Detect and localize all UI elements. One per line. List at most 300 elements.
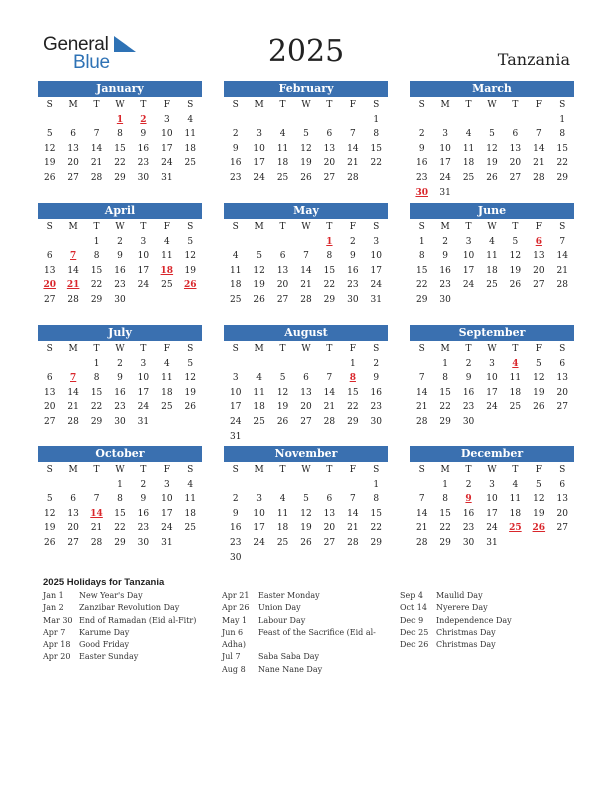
day-cell: 15 bbox=[114, 508, 126, 519]
day-cell: 11 bbox=[486, 251, 498, 262]
weekday-label: T bbox=[326, 344, 333, 354]
day-cell bbox=[155, 415, 178, 430]
day-cell: 15 bbox=[370, 508, 382, 519]
weekday-row bbox=[410, 98, 574, 113]
day-cell bbox=[457, 293, 480, 308]
day-cell: 19 bbox=[253, 280, 265, 291]
month-may bbox=[224, 203, 388, 308]
day-cell: 1 bbox=[442, 479, 448, 490]
day-cell: 8 bbox=[93, 251, 100, 262]
day-cell: 26 bbox=[486, 172, 498, 183]
day-cell: 26 bbox=[184, 402, 196, 413]
day-cell: 24 bbox=[253, 172, 265, 183]
day-cell: 2 bbox=[232, 494, 239, 505]
day-cell: 27 bbox=[323, 537, 336, 548]
day-cell: 28 bbox=[415, 537, 428, 548]
day-cell: 28 bbox=[67, 416, 79, 427]
day-cell: 29 bbox=[439, 537, 451, 548]
weekday-label: S bbox=[559, 465, 566, 475]
day-cell: 11 bbox=[229, 265, 242, 276]
month-header: December bbox=[410, 446, 574, 462]
day-cell: 13 bbox=[323, 508, 336, 519]
day-cell: 21 bbox=[67, 402, 79, 413]
holidays-title: 2025 Holidays for Tanzania bbox=[43, 577, 165, 588]
day-cell: 5 bbox=[535, 358, 542, 369]
day-cell bbox=[480, 186, 503, 201]
day-cell: 4 bbox=[489, 236, 495, 247]
day-cell: 30 bbox=[439, 294, 451, 305]
day-cell: 9 bbox=[140, 129, 147, 140]
day-cell: 4 bbox=[232, 251, 239, 262]
weekday-label: M bbox=[440, 344, 450, 354]
day-cell: 9 bbox=[373, 373, 380, 384]
week-row bbox=[410, 278, 574, 293]
day-cell: 13 bbox=[533, 251, 545, 262]
weekday-label: F bbox=[535, 100, 542, 110]
day-cell: 6 bbox=[326, 129, 333, 140]
day-cell: 2 bbox=[140, 479, 147, 490]
month-header: November bbox=[224, 446, 388, 462]
day-cell: 26 bbox=[300, 537, 312, 548]
week-row bbox=[38, 521, 202, 536]
week-row bbox=[38, 127, 202, 142]
day-cell: 3 bbox=[373, 236, 380, 247]
holiday-item bbox=[222, 664, 376, 676]
day-cell bbox=[527, 536, 550, 551]
day-cell: 18 bbox=[509, 387, 522, 398]
day-cell: 14 bbox=[533, 143, 545, 154]
holiday-item bbox=[43, 639, 196, 651]
day-cell: 27 bbox=[300, 416, 312, 427]
day-cell bbox=[318, 113, 341, 128]
day-cell: 1 bbox=[373, 479, 380, 490]
weekday-label: T bbox=[140, 222, 147, 232]
day-cell bbox=[457, 113, 480, 128]
holiday-date: Oct 14 bbox=[400, 603, 427, 613]
day-cell: 25 bbox=[509, 402, 522, 413]
day-cell: 30 bbox=[114, 294, 126, 305]
holiday-name: Christmas Day bbox=[436, 627, 496, 637]
day-cell: 12 bbox=[43, 143, 56, 154]
holiday-date: Apr 18 bbox=[43, 640, 71, 650]
day-cell: 9 bbox=[232, 508, 239, 519]
weekday-label: S bbox=[232, 344, 239, 354]
week-row bbox=[224, 492, 388, 507]
day-cell: 26 bbox=[276, 416, 289, 427]
day-cell: 29 bbox=[114, 172, 126, 183]
day-cell: 2 bbox=[117, 358, 123, 369]
weekday-label: S bbox=[187, 100, 194, 110]
holiday-day-cell: 26 bbox=[532, 523, 546, 534]
day-cell: 24 bbox=[462, 280, 475, 291]
week-row bbox=[38, 235, 202, 250]
holiday-item bbox=[222, 590, 376, 602]
day-cell: 14 bbox=[300, 265, 312, 276]
weekday-label: W bbox=[115, 465, 125, 475]
weekday-label: S bbox=[418, 465, 425, 475]
day-cell bbox=[179, 415, 202, 430]
day-cell bbox=[247, 113, 270, 128]
day-cell: 31 bbox=[439, 187, 451, 198]
holiday-name: Feast of the Sacrifice (Eid al- bbox=[258, 627, 376, 637]
weekday-label: S bbox=[232, 465, 239, 475]
week-row bbox=[410, 264, 574, 279]
weekday-label: T bbox=[279, 222, 286, 232]
week-row bbox=[38, 278, 202, 293]
month-header: August bbox=[224, 325, 388, 341]
day-cell: 16 bbox=[114, 265, 126, 276]
weekday-row bbox=[224, 98, 388, 113]
logo-text-general: General bbox=[43, 34, 109, 55]
day-cell: 16 bbox=[137, 143, 150, 154]
week-row bbox=[224, 536, 388, 551]
day-cell: 12 bbox=[253, 265, 265, 276]
holidays-column bbox=[43, 590, 196, 664]
day-cell bbox=[365, 430, 388, 445]
day-cell bbox=[179, 536, 202, 551]
day-cell: 4 bbox=[512, 479, 519, 490]
day-cell: 6 bbox=[46, 251, 53, 262]
day-cell: 12 bbox=[533, 494, 545, 505]
month-february bbox=[224, 81, 388, 186]
day-cell: 31 bbox=[137, 416, 150, 427]
day-cell: 7 bbox=[349, 494, 356, 505]
day-cell: 3 bbox=[163, 114, 170, 125]
day-cell: 10 bbox=[253, 508, 265, 519]
week-row bbox=[410, 156, 574, 171]
day-cell: 24 bbox=[161, 158, 173, 169]
holiday-day-cell: 20 bbox=[43, 280, 56, 291]
day-cell bbox=[527, 415, 550, 430]
day-cell: 27 bbox=[323, 172, 336, 183]
holiday-date: Apr 7 bbox=[43, 627, 66, 637]
weekday-label: T bbox=[512, 222, 519, 232]
day-cell bbox=[247, 235, 270, 250]
weekday-label: S bbox=[559, 344, 566, 354]
day-cell: 9 bbox=[232, 143, 239, 154]
month-header: January bbox=[38, 81, 202, 97]
day-cell: 12 bbox=[486, 143, 498, 154]
day-cell: 1 bbox=[93, 236, 100, 247]
week-row bbox=[410, 235, 574, 250]
day-cell: 14 bbox=[67, 265, 79, 276]
weekday-label: S bbox=[187, 222, 194, 232]
day-cell bbox=[504, 536, 527, 551]
day-cell: 1 bbox=[93, 358, 100, 369]
day-cell: 15 bbox=[556, 143, 568, 154]
weekday-label: T bbox=[279, 100, 286, 110]
weekday-label: S bbox=[187, 344, 194, 354]
day-cell bbox=[38, 113, 61, 128]
day-cell: 9 bbox=[442, 251, 448, 262]
week-row bbox=[224, 521, 388, 536]
day-cell: 30 bbox=[137, 172, 150, 183]
day-cell: 9 bbox=[418, 143, 425, 154]
weekday-label: S bbox=[187, 465, 194, 475]
day-cell: 26 bbox=[253, 294, 265, 305]
weekday-label: S bbox=[418, 222, 425, 232]
day-cell: 13 bbox=[276, 265, 289, 276]
day-cell: 2 bbox=[442, 236, 448, 247]
day-cell: 27 bbox=[556, 523, 568, 534]
day-cell: 27 bbox=[43, 416, 56, 427]
day-cell: 6 bbox=[326, 494, 333, 505]
weekday-label: T bbox=[93, 465, 100, 475]
day-cell bbox=[61, 357, 84, 372]
day-cell: 19 bbox=[533, 387, 545, 398]
week-row bbox=[38, 249, 202, 264]
holiday-date: Jun 6 bbox=[222, 627, 244, 637]
day-cell: 16 bbox=[439, 265, 451, 276]
day-cell: 27 bbox=[509, 172, 522, 183]
day-cell bbox=[341, 551, 364, 566]
day-cell: 16 bbox=[229, 523, 242, 534]
day-cell: 29 bbox=[370, 537, 382, 548]
holiday-day-cell: 6 bbox=[535, 236, 542, 247]
day-cell: 19 bbox=[509, 265, 522, 276]
weekday-label: M bbox=[254, 465, 264, 475]
day-cell: 11 bbox=[184, 129, 196, 140]
day-cell: 6 bbox=[512, 129, 519, 140]
day-cell: 16 bbox=[137, 508, 150, 519]
day-cell: 29 bbox=[90, 416, 103, 427]
day-cell: 13 bbox=[300, 387, 312, 398]
weekday-label: W bbox=[301, 465, 311, 475]
week-row bbox=[410, 293, 574, 308]
week-row bbox=[38, 171, 202, 186]
day-cell bbox=[527, 293, 550, 308]
day-cell: 16 bbox=[347, 265, 359, 276]
day-cell: 15 bbox=[90, 265, 103, 276]
holiday-day-cell: 7 bbox=[70, 373, 77, 384]
holiday-item bbox=[43, 602, 196, 614]
week-row bbox=[410, 127, 574, 142]
holiday-day-cell: 14 bbox=[90, 508, 103, 519]
day-cell: 17 bbox=[161, 508, 173, 519]
week-row bbox=[38, 371, 202, 386]
week-row bbox=[224, 551, 388, 566]
day-cell: 24 bbox=[486, 402, 498, 413]
weekday-label: S bbox=[559, 222, 566, 232]
day-cell: 10 bbox=[439, 143, 451, 154]
day-cell: 23 bbox=[370, 402, 382, 413]
day-cell: 23 bbox=[114, 280, 126, 291]
weekday-row bbox=[38, 463, 202, 478]
weekday-label: M bbox=[254, 344, 264, 354]
day-cell bbox=[294, 113, 317, 128]
weekday-label: M bbox=[68, 344, 78, 354]
day-cell: 13 bbox=[509, 143, 522, 154]
day-cell: 12 bbox=[184, 251, 196, 262]
week-row bbox=[38, 264, 202, 279]
weekday-row bbox=[38, 220, 202, 235]
day-cell: 20 bbox=[67, 158, 79, 169]
day-cell: 13 bbox=[67, 508, 79, 519]
day-cell: 9 bbox=[140, 494, 147, 505]
day-cell: 11 bbox=[253, 387, 265, 398]
weekday-label: S bbox=[418, 344, 425, 354]
day-cell: 19 bbox=[276, 402, 289, 413]
day-cell: 5 bbox=[512, 236, 519, 247]
day-cell: 10 bbox=[161, 494, 173, 505]
holiday-date: Apr 21 bbox=[222, 591, 250, 600]
holiday-date: Apr 20 bbox=[43, 652, 71, 662]
week-row bbox=[224, 400, 388, 415]
holiday-date: Sep 4 bbox=[400, 591, 423, 600]
month-header: March bbox=[410, 81, 574, 97]
day-cell: 15 bbox=[323, 265, 336, 276]
day-cell: 19 bbox=[300, 523, 312, 534]
day-cell: 17 bbox=[229, 402, 242, 413]
day-cell: 10 bbox=[161, 129, 173, 140]
weekday-label: M bbox=[68, 465, 78, 475]
day-cell bbox=[480, 293, 503, 308]
weekday-row bbox=[38, 98, 202, 113]
day-cell: 3 bbox=[140, 236, 147, 247]
day-cell: 24 bbox=[137, 280, 150, 291]
day-cell: 4 bbox=[279, 129, 286, 140]
day-cell bbox=[504, 415, 527, 430]
day-cell: 8 bbox=[326, 251, 333, 262]
day-cell bbox=[365, 171, 388, 186]
day-cell: 16 bbox=[462, 387, 475, 398]
week-row bbox=[224, 171, 388, 186]
day-cell: 3 bbox=[163, 479, 170, 490]
day-cell: 10 bbox=[370, 251, 382, 262]
holiday-date: Jan 2 bbox=[43, 603, 64, 613]
weekday-label: S bbox=[46, 344, 53, 354]
day-cell: 19 bbox=[184, 387, 196, 398]
weekday-label: M bbox=[440, 465, 450, 475]
week-row bbox=[38, 507, 202, 522]
week-row bbox=[224, 278, 388, 293]
holiday-item bbox=[222, 651, 376, 663]
day-cell: 20 bbox=[300, 402, 312, 413]
day-cell: 3 bbox=[489, 479, 495, 490]
day-cell: 14 bbox=[556, 251, 568, 262]
day-cell: 26 bbox=[43, 537, 56, 548]
day-cell: 18 bbox=[184, 508, 196, 519]
day-cell: 21 bbox=[323, 402, 336, 413]
day-cell: 19 bbox=[486, 158, 498, 169]
day-cell: 31 bbox=[161, 172, 173, 183]
day-cell: 6 bbox=[70, 129, 76, 140]
day-cell: 21 bbox=[90, 158, 103, 169]
week-row bbox=[410, 357, 574, 372]
weekday-row bbox=[410, 463, 574, 478]
day-cell: 4 bbox=[187, 114, 194, 125]
week-row bbox=[38, 293, 202, 308]
day-cell: 25 bbox=[486, 280, 498, 291]
day-cell: 25 bbox=[462, 172, 475, 183]
day-cell: 15 bbox=[415, 265, 428, 276]
holiday-item bbox=[400, 602, 512, 614]
day-cell: 8 bbox=[117, 494, 123, 505]
day-cell: 21 bbox=[300, 280, 312, 291]
day-cell: 28 bbox=[90, 537, 103, 548]
day-cell bbox=[179, 293, 202, 308]
day-cell: 22 bbox=[556, 158, 568, 169]
weekday-label: S bbox=[373, 344, 380, 354]
month-header: October bbox=[38, 446, 202, 462]
day-cell: 20 bbox=[276, 280, 289, 291]
day-cell bbox=[294, 235, 317, 250]
weekday-label: W bbox=[301, 222, 311, 232]
day-cell: 6 bbox=[303, 373, 309, 384]
day-cell bbox=[294, 357, 317, 372]
weekday-label: F bbox=[163, 344, 170, 354]
day-cell: 21 bbox=[415, 402, 428, 413]
day-cell: 20 bbox=[323, 158, 336, 169]
month-october bbox=[38, 446, 202, 551]
day-cell: 17 bbox=[137, 265, 150, 276]
weekday-label: F bbox=[349, 344, 356, 354]
weekday-label: S bbox=[232, 100, 239, 110]
day-cell: 17 bbox=[137, 387, 150, 398]
day-cell bbox=[294, 478, 317, 493]
month-header: April bbox=[38, 203, 202, 219]
day-cell bbox=[247, 478, 270, 493]
day-cell: 23 bbox=[439, 280, 451, 291]
day-cell bbox=[179, 171, 202, 186]
day-cell: 12 bbox=[533, 373, 545, 384]
weekday-label: F bbox=[535, 344, 542, 354]
day-cell: 19 bbox=[300, 158, 312, 169]
day-cell: 5 bbox=[535, 479, 542, 490]
week-row bbox=[38, 113, 202, 128]
week-row bbox=[224, 293, 388, 308]
day-cell: 9 bbox=[117, 373, 123, 384]
day-cell: 6 bbox=[559, 358, 566, 369]
day-cell: 23 bbox=[347, 280, 359, 291]
day-cell: 29 bbox=[556, 172, 568, 183]
holiday-item bbox=[43, 627, 196, 639]
day-cell: 12 bbox=[300, 508, 312, 519]
week-row bbox=[410, 400, 574, 415]
day-cell: 25 bbox=[161, 280, 173, 291]
day-cell: 22 bbox=[114, 158, 126, 169]
day-cell: 17 bbox=[370, 265, 382, 276]
day-cell: 18 bbox=[161, 387, 173, 398]
day-cell: 11 bbox=[276, 508, 289, 519]
holiday-item bbox=[222, 602, 376, 614]
day-cell: 5 bbox=[256, 251, 262, 262]
day-cell: 14 bbox=[347, 508, 359, 519]
day-cell: 25 bbox=[184, 158, 196, 169]
day-cell: 7 bbox=[303, 251, 309, 262]
day-cell: 8 bbox=[373, 129, 380, 140]
weekday-label: W bbox=[487, 222, 497, 232]
holiday-name: Independence Day bbox=[436, 615, 512, 625]
day-cell: 5 bbox=[46, 129, 53, 140]
day-cell: 12 bbox=[509, 251, 522, 262]
holiday-day-cell: 9 bbox=[465, 494, 472, 505]
day-cell bbox=[433, 113, 456, 128]
holiday-day-cell: 30 bbox=[415, 187, 428, 198]
week-row bbox=[410, 536, 574, 551]
day-cell bbox=[271, 357, 294, 372]
day-cell bbox=[85, 113, 108, 128]
day-cell: 23 bbox=[229, 537, 242, 548]
day-cell: 24 bbox=[161, 523, 173, 534]
day-cell: 17 bbox=[253, 158, 265, 169]
weekday-label: F bbox=[535, 222, 542, 232]
day-cell: 7 bbox=[559, 236, 566, 247]
day-cell: 8 bbox=[418, 251, 425, 262]
logo bbox=[43, 34, 143, 74]
day-cell bbox=[271, 551, 294, 566]
weekday-label: F bbox=[349, 465, 356, 475]
